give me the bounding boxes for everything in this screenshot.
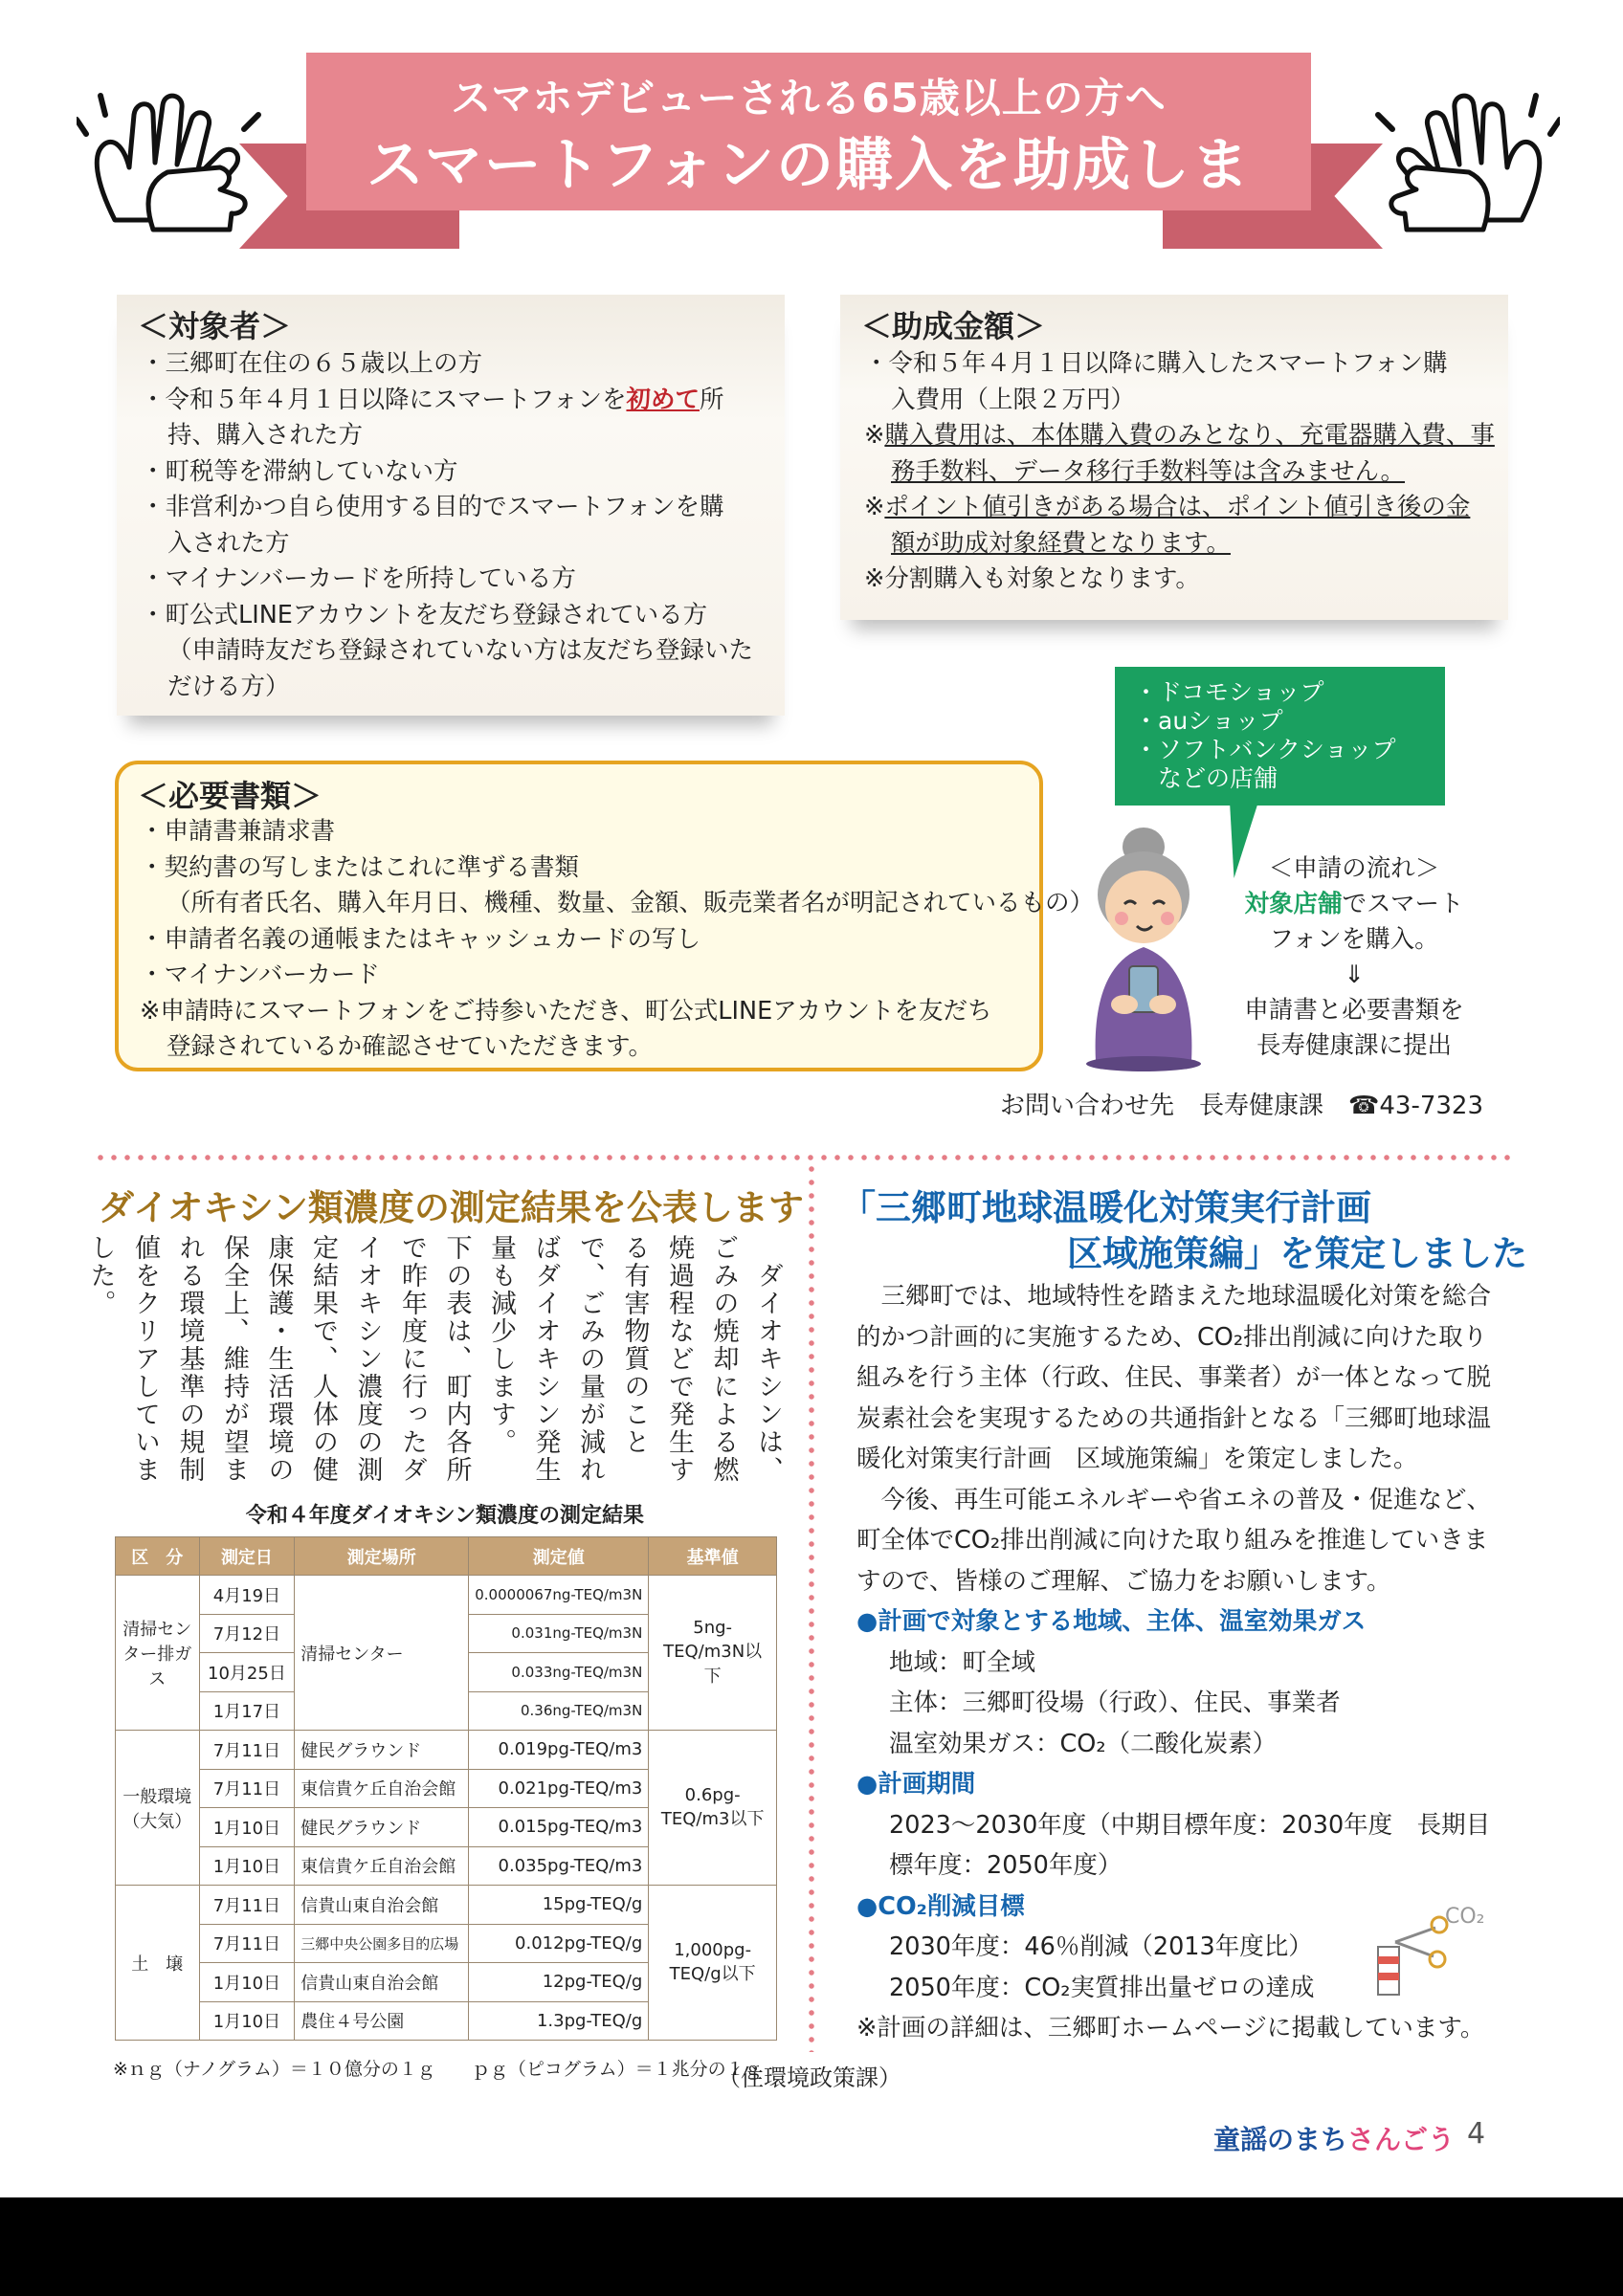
list-item: 登録されているか確認させていただきます。 <box>167 1032 653 1061</box>
elderly-woman-with-phone-illustration <box>1072 823 1215 1071</box>
eligible-list <box>141 346 753 705</box>
list-item: ・非営利かつ自ら使用する目的でスマートフォンを購 <box>141 493 724 521</box>
value-cell: 1.3pg-TEQ/g <box>469 2001 649 2041</box>
warming-title-line2: 区域施策編」を策定しました <box>1067 1233 1527 1274</box>
date-cell: 1月10日 <box>199 2001 295 2041</box>
warming-note: ※計画の詳細は、三郷町ホームページに掲載しています。 <box>856 2014 1485 2042</box>
location-cell: 東信貴ケ丘自治会館 <box>295 1769 469 1808</box>
list-item: ・令和５年４月１日以降にスマートフォンを初めて所 <box>141 385 724 414</box>
list-item: ・令和５年４月１日以降に購入したスマートフォン購 <box>864 349 1448 378</box>
location-cell: 信貴山東自治会館 <box>295 1963 469 2002</box>
town-logo: 童謡のまちさんごう <box>1213 2124 1456 2155</box>
value-cell: 12pg-TEQ/g <box>469 1963 649 2002</box>
flow-step-2: 申請書と必要書類を <box>1244 996 1464 1025</box>
value-cell: 15pg-TEQ/g <box>469 1886 649 1925</box>
list-item: ※ポイント値引きがある場合は、ポイント値引き後の金 <box>864 493 1471 521</box>
svg-text:CO₂: CO₂ <box>1445 1905 1485 1929</box>
date-cell: 7月11日 <box>199 1924 295 1963</box>
flow-title: ＜申請の流れ＞ <box>1268 854 1440 883</box>
first-time-emphasis: 初めて <box>626 385 700 414</box>
dioxin-footnote: ※ｎｇ（ナノグラム）＝１０億分の１ｇ ｐｇ（ピコグラム）＝１兆分の１ｇ <box>113 2059 763 2080</box>
value-cell: 0.021pg-TEQ/m3 <box>469 1769 649 1808</box>
date-cell: 7月11日 <box>199 1886 295 1925</box>
column-header: 測定値 <box>469 1537 649 1576</box>
banner-title: スマートフォンの購入を助成します！！ <box>367 132 1251 281</box>
date-cell: 1月17日 <box>199 1691 295 1731</box>
shop-item: ・ドコモショップ <box>1134 678 1324 706</box>
flow-step-1b: フォンを購入。 <box>1269 925 1439 954</box>
co2-cut-scissors-icon <box>1368 1904 1493 1999</box>
column-header: 測定日 <box>199 1537 295 1576</box>
location-cell: 三郷中央公園多目的広場 <box>295 1924 469 1963</box>
page-number: 4 <box>1467 2117 1486 2151</box>
location-cell: 信貴山東自治会館 <box>295 1886 469 1925</box>
list-item: だける方） <box>167 672 290 701</box>
value-cell: 0.015pg-TEQ/m3 <box>469 1808 649 1847</box>
standard-cell: 5ng-TEQ/m3N以下 <box>649 1576 777 1731</box>
application-flow <box>1201 851 1507 1064</box>
dioxin-table <box>115 1536 777 2041</box>
warming-heading: ●CO₂削減目標 <box>856 1891 1025 1921</box>
location-cell: 農住４号公園 <box>295 2001 469 2041</box>
list-item: ・町公式LINEアカウントを友だち登録されている方 <box>141 600 708 629</box>
eligible-box <box>117 295 785 716</box>
list-item: （所有者氏名、購入年月日、機種、数量、金額、販売業者名が明記されているもの） <box>167 889 1095 917</box>
date-cell: 7月12日 <box>199 1614 295 1653</box>
subsidy-box <box>840 295 1508 620</box>
table-row <box>116 1576 777 1615</box>
warming-line: 主体：三郷町役場（行政）、住民、事業者 <box>889 1689 1341 1717</box>
shop-bubble <box>1115 667 1445 806</box>
dioxin-credit: （住環境政策課） <box>718 2064 901 2091</box>
column-header: 区 分 <box>116 1537 200 1576</box>
value-cell: 0.012pg-TEQ/g <box>469 1924 649 1963</box>
list-item: 入費用（上限２万円） <box>891 385 1136 414</box>
subsidy-list <box>864 346 1495 598</box>
list-item: 額が助成対象経費となります。 <box>891 528 1231 558</box>
documents-box <box>115 761 1095 1071</box>
list-item: ・マイナンバーカード <box>140 960 380 989</box>
standard-cell: 1,000pg-TEQ/g以下 <box>649 1886 777 2041</box>
list-item: 入された方 <box>167 528 290 558</box>
value-cell: 0.035pg-TEQ/m3 <box>469 1846 649 1886</box>
clapping-hands-icon <box>1368 77 1560 249</box>
flow-step-1: 対象店舗でスマート <box>1244 890 1464 918</box>
value-cell: 0.031ng-TEQ/m3N <box>469 1614 649 1653</box>
list-item: 務手数料、データ移行手数料等は含みません。 <box>891 456 1406 486</box>
clapping-hands-icon <box>77 77 268 249</box>
standard-cell: 0.6pg-TEQ/m3以下 <box>649 1731 777 1886</box>
date-cell: 10月25日 <box>199 1653 295 1692</box>
list-item: ・マイナンバーカードを所持している方 <box>141 564 576 593</box>
location-cell: 健民グラウンド <box>295 1808 469 1847</box>
date-cell: 4月19日 <box>199 1576 295 1615</box>
warming-title-line1: 「三郷町地球温暖化対策実行計画 <box>840 1187 1371 1228</box>
list-item: ・町税等を滞納していない方 <box>141 456 458 486</box>
banner-subtitle: スマホデビューされる65歳以上の方へ <box>451 75 1167 121</box>
warming-paragraph: 今後、再生可能エネルギーや省エネの普及・促進など、町全体でCO₂排出削減に向けた取り組みを推進していきますので、皆様のご理解、ご協力をお願いします。 <box>856 1485 1492 1596</box>
value-cell: 0.019pg-TEQ/m3 <box>469 1731 649 1770</box>
shop-item: などの店舗 <box>1134 764 1278 792</box>
table-header-row <box>116 1537 777 1576</box>
warming-heading: ●計画で対象とする地域、主体、温室効果ガス <box>856 1607 1367 1636</box>
column-header: 基準値 <box>649 1537 777 1576</box>
list-item: （申請時友だち登録されていない方は友だち登録いた <box>167 636 754 665</box>
location-cell: 健民グラウンド <box>295 1731 469 1770</box>
value-cell: 0.36ng-TEQ/m3N <box>469 1691 649 1731</box>
list-item: ・申請者名義の通帳またはキャッシュカードの写し <box>140 924 700 954</box>
warming-paragraph: 三郷町では、地域特性を踏まえた地球温暖化対策を総合的かつ計画的に実施するため、CO₂排出削減に向けた取り組みを行う主体（行政、住民、事業者）が一体となって脱炭素社会を実現するための共通指針となる「三郷町地球温暖化対策実行計画 区域施策編」を策定しました。 <box>856 1282 1492 1473</box>
table-row <box>116 1731 777 1770</box>
contact-info: お問い合わせ先 長寿健康課 ☎43-7323 <box>1000 1092 1484 1120</box>
list-item: ・申請書兼請求書 <box>140 817 336 846</box>
date-cell: 1月10日 <box>199 1963 295 2002</box>
subsidy-title: ＜助成金額＞ <box>861 308 1046 344</box>
list-item: ※購入費用は、本体購入費のみとなり、充電器購入費、事 <box>864 421 1495 450</box>
bottom-black-bar <box>0 2197 1623 2296</box>
column-header: 測定場所 <box>295 1537 469 1576</box>
documents-list <box>140 814 1094 1066</box>
date-cell: 7月11日 <box>199 1731 295 1770</box>
location-cell: 東信貴ケ丘自治会館 <box>295 1846 469 1886</box>
warming-line: 2050年度：CO₂実質排出量ゼロの達成 <box>889 1973 1315 2002</box>
column-divider <box>809 1162 814 2052</box>
table-row <box>116 1886 777 1925</box>
documents-title: ＜必要書類＞ <box>138 778 322 814</box>
warming-heading: ●計画期間 <box>856 1770 976 1799</box>
warming-line: 2023～2030年度（中期目標年度：2030年度 長期目標年度：2050年度） <box>889 1810 1491 1880</box>
value-cell: 0.0000067ng-TEQ/m3N <box>469 1576 649 1615</box>
date-cell: 7月11日 <box>199 1769 295 1808</box>
category-cell: 土 壌 <box>116 1886 200 2041</box>
dioxin-table-title: 令和４年度ダイオキシン類濃度の測定結果 <box>245 1504 645 1528</box>
section-divider <box>94 1155 1510 1160</box>
list-item: ※申請時にスマートフォンをご持参いただき、町公式LINEアカウントを友だち <box>140 996 992 1026</box>
location-cell: 清掃センター <box>295 1576 469 1731</box>
date-cell: 1月10日 <box>199 1808 295 1847</box>
warming-line: 2030年度：46％削減（2013年度比） <box>889 1932 1313 1961</box>
flow-step-2b: 長寿健康課に提出 <box>1256 1031 1452 1060</box>
warming-line: 温室効果ガス：CO₂（二酸化炭素） <box>889 1729 1278 1758</box>
list-item: ・契約書の写しまたはこれに準ずる書類 <box>140 852 580 882</box>
shop-item: ・ソフトバンクショップ <box>1134 736 1396 763</box>
arrow-down-icon: ⇓ <box>1344 960 1365 989</box>
dioxin-title: ダイオキシン類濃度の測定結果を公表します <box>99 1187 804 1228</box>
list-item: ・三郷町在住の６５歳以上の方 <box>141 349 483 378</box>
category-cell: 清掃センター排ガス <box>116 1576 200 1731</box>
shop-item: ・auショップ <box>1134 707 1283 735</box>
list-item: 持、購入された方 <box>167 421 364 450</box>
warming-line: 地域：町全域 <box>889 1647 1036 1677</box>
value-cell: 0.033ng-TEQ/m3N <box>469 1653 649 1692</box>
eligible-title: ＜対象者＞ <box>138 308 292 344</box>
dioxin-body: ダイオキシンは、ごみの焼却による燃焼過程などで発生する有害物質のことで、ごみの量が減ればダイオキシン発生量も減少します。 下の表は、町内各所で昨年度に行ったダイオキシン濃度の測定結果で、人体の健康保護・生活環境の保全上、維持が望まれる環境基準の規制値をクリアしていました。 <box>85 1234 783 1484</box>
list-item: ※分割購入も対象となります。 <box>864 564 1200 593</box>
date-cell: 1月10日 <box>199 1846 295 1886</box>
category-cell: 一般環境（大気） <box>116 1731 200 1886</box>
